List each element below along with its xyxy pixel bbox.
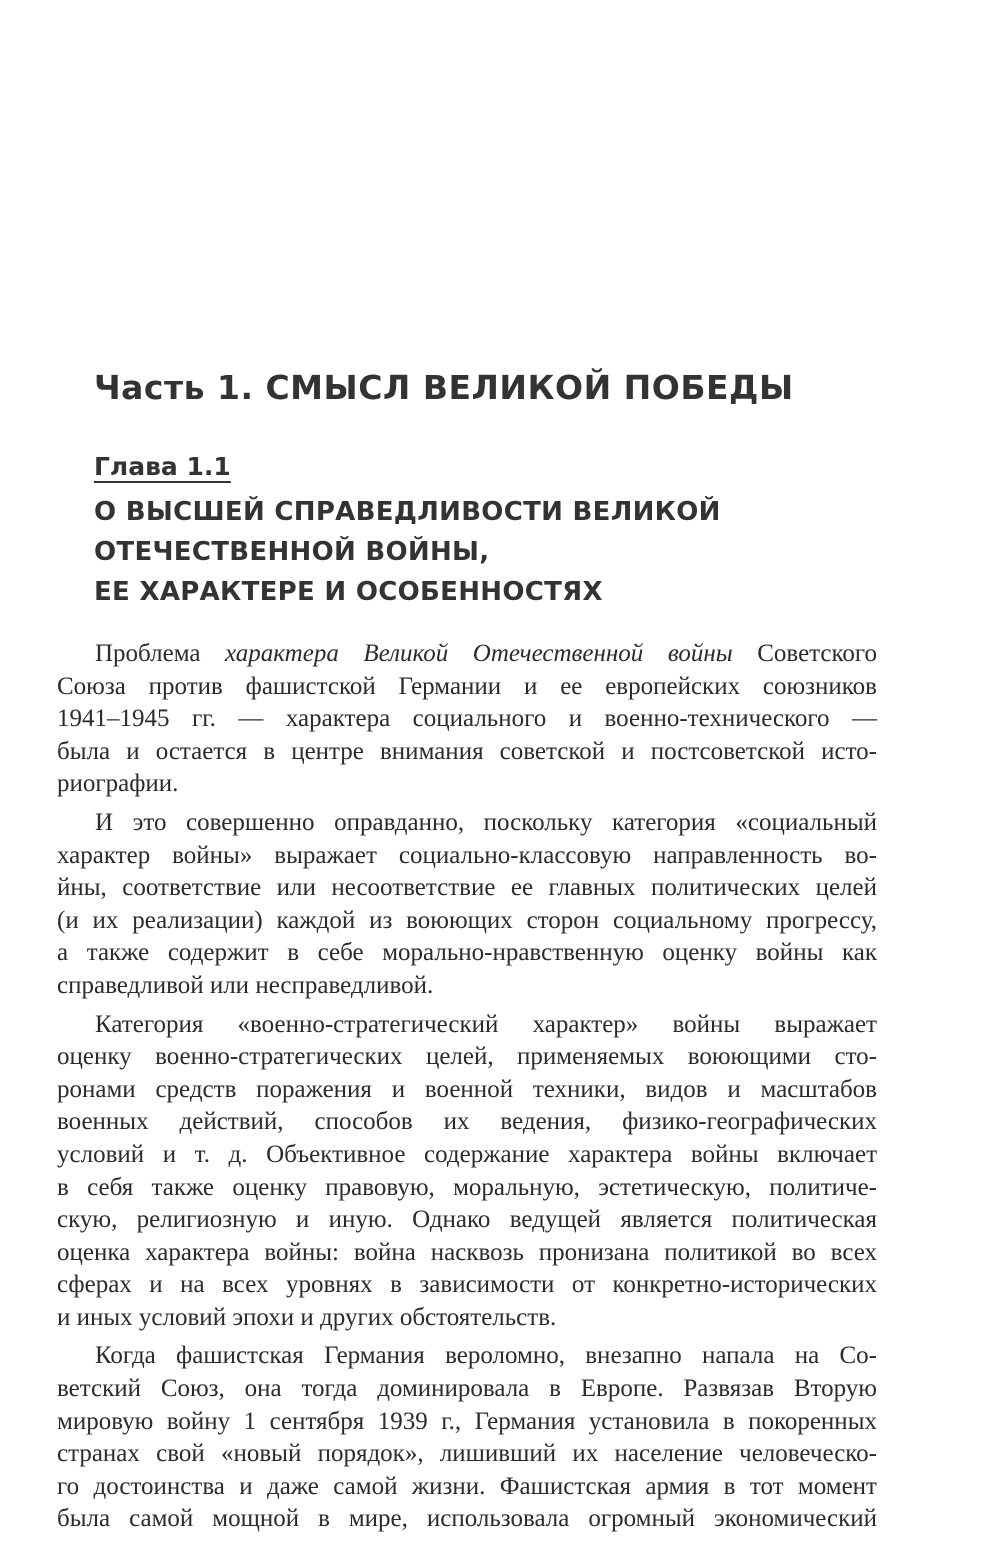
chapter-title-line: ЕЕ ХАРАКТЕРЕ И ОСОБЕННОСТЯХ: [94, 577, 603, 607]
text-run: Проблема: [95, 640, 226, 667]
chapter-title: [94, 492, 721, 612]
text-line: справедливой или несправедливой.: [57, 971, 434, 999]
text-line: И это совершенно оправданно, поскольку категория «социальный: [95, 808, 877, 836]
text-line: ронами средств поражения и военной техники, видов и масштабов: [57, 1075, 877, 1103]
text-line: (и их реализации) каждой из воюющих сторон социальному прогрессу,: [57, 906, 877, 934]
chapter-title-line: ОТЕЧЕСТВЕННОЙ ВОЙНЫ,: [94, 537, 490, 567]
text-line: сферах и на всех уровнях в зависимости от конкретно-исторических: [57, 1271, 877, 1299]
text-line: го достоинства и даже самой жизни. Фашистская армия в тот момент: [57, 1472, 877, 1500]
text-line: оценка характера войны: война насквозь пронизана политикой во всех: [57, 1238, 877, 1266]
text-line: Когда фашистская Германия вероломно, внезапно напала на Со-: [95, 1342, 877, 1370]
text-line: йны, соответствие или несоответствие ее главных политических целей: [57, 874, 877, 902]
part-title: Часть 1. СМЫСЛ ВЕЛИКОЙ ПОБЕДЫ: [94, 368, 794, 407]
text-line: была и остается в центре внимания советской и постсоветской исто-: [57, 737, 877, 765]
italic-phrase: характера Великой Отечественной войны: [225, 640, 733, 667]
text-line: 1941–1945 гг. — характера социального и военно-технического —: [57, 705, 877, 733]
text-line: ветский Союз, она тогда доминировала в Европе. Развязав Вторую: [57, 1375, 877, 1403]
text-line: мировую войну 1 сентября 1939 г., Германия установила в покоренных: [57, 1407, 877, 1435]
text-line: была самой мощной в мире, использовала огромный экономический: [57, 1505, 877, 1533]
text-run: Советского: [732, 640, 878, 667]
text-line: и иных условий эпохи и других обстоятельств.: [57, 1303, 557, 1331]
chapter-title-line: О ВЫСШЕЙ СПРАВЕДЛИВОСТИ ВЕЛИКОЙ: [94, 497, 721, 527]
paragraph: [57, 807, 877, 1003]
text-line: военных действий, способов их ведения, физико-географических: [57, 1108, 877, 1136]
paragraph: [57, 638, 877, 801]
text-line: скую, религиозную и иную. Однако ведущей является политическая: [57, 1206, 877, 1234]
chapter-label: Глава 1.1: [94, 452, 231, 481]
text-line: [57, 638, 877, 671]
paragraph: [57, 1009, 877, 1335]
text-line: в себя также оценку правовую, моральную, эстетическую, политиче-: [57, 1173, 877, 1201]
text-line: условий и т. д. Объективное содержание характера войны включает: [57, 1140, 877, 1168]
text-line: оценку военно-стратегических целей, применяемых воюющими сто-: [57, 1043, 877, 1071]
paragraph: [57, 1340, 877, 1536]
text-line: странах свой «новый порядок», лишивший их население человеческо-: [57, 1440, 877, 1468]
text-line: Категория «военно-стратегический характер» войны выражает: [95, 1010, 877, 1038]
text-line: Союза против фашистской Германии и ее европейских союзников: [57, 672, 877, 700]
text-line: риографии.: [57, 770, 179, 798]
text-line: а также содержит в себе морально-нравственную оценку войны как: [57, 939, 877, 967]
body-text: [57, 638, 877, 1542]
text-line: характер войны» выражает социально-классовую направленность во-: [57, 841, 877, 869]
